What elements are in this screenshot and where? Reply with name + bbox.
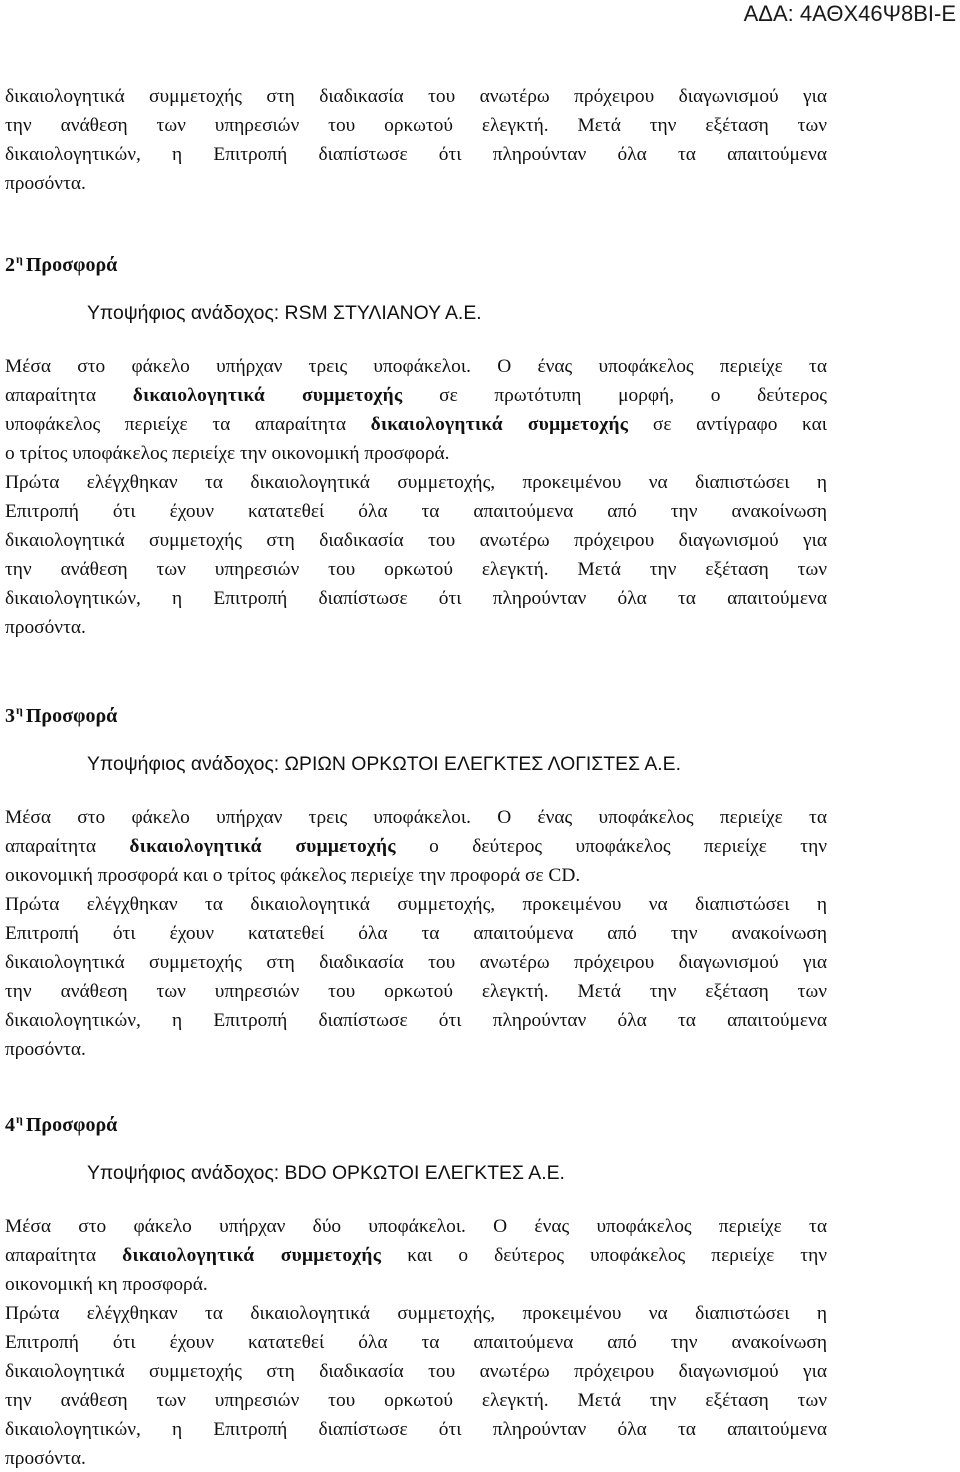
paragraph-line: Μέσα στο φάκελο υπήρχαν δύο υποφάκελοι. Ο ένας υποφάκελος περιείχε τα bbox=[5, 1216, 827, 1237]
paragraph-line: δικαιολογητικών, η Επιτροπή διαπίστωσε ότι πληρούνταν όλα τα απαιτούμενα bbox=[5, 1010, 827, 1031]
candidate-line: Υποψήφιος ανάδοχος: RSM ΣΤΥΛΙΑΝΟΥ Α.Ε. bbox=[87, 302, 482, 324]
offer-heading bbox=[5, 246, 117, 278]
offer-ordinal: η bbox=[16, 1112, 23, 1126]
paragraph-line: Πρώτα ελέγχθηκαν τα δικαιολογητικά συμμετοχής, προκειμένου να διαπιστώσει η bbox=[5, 1303, 827, 1324]
paragraph-line: Μέσα στο φάκελο υπήρχαν τρεις υποφάκελοι. Ο ένας υποφάκελος περιείχε τα bbox=[5, 807, 827, 828]
paragraph-line: προσόντα. bbox=[5, 1448, 86, 1469]
paragraph-line: οικονομική προσφορά και ο τρίτος φάκελος περιείχε την προφορά σε CD. bbox=[5, 865, 581, 886]
intro-line: προσόντα. bbox=[5, 173, 86, 194]
offer-ordinal: η bbox=[16, 703, 23, 717]
paragraph-line: την ανάθεση των υπηρεσιών του ορκωτού ελεγκτή. Μετά την εξέταση των bbox=[5, 981, 827, 1002]
offer-title: Προσφορά bbox=[25, 254, 118, 276]
paragraph-line: Επιτροπή ότι έχουν κατατεθεί όλα τα απαιτούμενα από την ανακοίνωση bbox=[5, 1332, 827, 1353]
paragraph-line: προσόντα. bbox=[5, 617, 86, 638]
paragraph-line: δικαιολογητικά συμμετοχής στη διαδικασία του ανωτέρω πρόχειρου διαγωνισμού για bbox=[5, 952, 827, 973]
offer-number: 4 bbox=[5, 1114, 15, 1136]
paragraph-line: δικαιολογητικών, η Επιτροπή διαπίστωσε ότι πληρούνταν όλα τα απαιτούμενα bbox=[5, 1419, 827, 1440]
paragraph-line: ο τρίτος υποφάκελος περιείχε την οικονομική προσφορά. bbox=[5, 443, 450, 464]
paragraph-line: προσόντα. bbox=[5, 1039, 86, 1060]
offer-heading bbox=[5, 1106, 117, 1138]
ada-header: ΑΔΑ: 4ΑΘΧ46Ψ8ΒΙ-Ε bbox=[743, 1, 956, 26]
bold-term: δικαιολογητικά συμμετοχής bbox=[122, 1245, 382, 1266]
offer-number: 3 bbox=[5, 705, 15, 727]
paragraph-line: δικαιολογητικών, η Επιτροπή διαπίστωσε ότι πληρούνταν όλα τα απαιτούμενα bbox=[5, 588, 827, 609]
paragraph-line: οικονομική κη προσφορά. bbox=[5, 1274, 208, 1295]
bold-term: δικαιολογητικά συμμετοχής bbox=[129, 836, 396, 857]
paragraph-line: Επιτροπή ότι έχουν κατατεθεί όλα τα απαιτούμενα από την ανακοίνωση bbox=[5, 501, 827, 522]
paragraph-line: απαραίτητα δικαιολογητικά συμμετοχής σε πρωτότυπη μορφή, ο δεύτερος bbox=[5, 385, 827, 406]
bold-term: δικαιολογητικά συμμετοχής bbox=[132, 385, 403, 406]
paragraph-line: δικαιολογητικά συμμετοχής στη διαδικασία του ανωτέρω πρόχειρου διαγωνισμού για bbox=[5, 1361, 827, 1382]
offer-title: Προσφορά bbox=[25, 1114, 118, 1136]
candidate-line: Υποψήφιος ανάδοχος: BDO ΟΡΚΩΤΟΙ ΕΛΕΓΚΤΕΣ Α.Ε. bbox=[87, 1162, 565, 1184]
paragraph-line: υποφάκελος περιείχε τα απαραίτητα δικαιολογητικά συμμετοχής σε αντίγραφο και bbox=[5, 414, 828, 435]
paragraph-line: την ανάθεση των υπηρεσιών του ορκωτού ελεγκτή. Μετά την εξέταση των bbox=[5, 559, 827, 580]
candidate-line: Υποψήφιος ανάδοχος: ΩΡΙΩΝ ΟΡΚΩΤΟΙ ΕΛΕΓΚΤΕΣ ΛΟΓΙΣΤΕΣ Α.Ε. bbox=[87, 753, 681, 775]
paragraph-line: απαραίτητα δικαιολογητικά συμμετοχής ο δεύτερος υποφάκελος περιείχε την bbox=[5, 836, 827, 857]
paragraph-line: Επιτροπή ότι έχουν κατατεθεί όλα τα απαιτούμενα από την ανακοίνωση bbox=[5, 923, 827, 944]
intro-line: την ανάθεση των υπηρεσιών του ορκωτού ελεγκτή. Μετά την εξέταση των bbox=[5, 115, 827, 136]
offer-ordinal: η bbox=[16, 252, 23, 266]
offer-title: Προσφορά bbox=[25, 705, 118, 727]
intro-line: δικαιολογητικών, η Επιτροπή διαπίστωσε ότι πληρούνταν όλα τα απαιτούμενα bbox=[5, 144, 827, 165]
paragraph-line: απαραίτητα δικαιολογητικά συμμετοχής και ο δεύτερος υποφάκελος περιείχε την bbox=[5, 1245, 827, 1266]
bold-term: δικαιολογητικά συμμετοχής bbox=[370, 414, 629, 435]
offer-heading bbox=[5, 697, 117, 729]
offer-number: 2 bbox=[5, 254, 15, 276]
paragraph-line: Μέσα στο φάκελο υπήρχαν τρεις υποφάκελοι. Ο ένας υποφάκελος περιείχε τα bbox=[5, 356, 827, 377]
paragraph-line: Πρώτα ελέγχθηκαν τα δικαιολογητικά συμμετοχής, προκειμένου να διαπιστώσει η bbox=[5, 472, 827, 493]
paragraph-line: δικαιολογητικά συμμετοχής στη διαδικασία του ανωτέρω πρόχειρου διαγωνισμού για bbox=[5, 530, 827, 551]
paragraph-line: την ανάθεση των υπηρεσιών του ορκωτού ελεγκτή. Μετά την εξέταση των bbox=[5, 1390, 827, 1411]
intro-line: δικαιολογητικά συμμετοχής στη διαδικασία του ανωτέρω πρόχειρου διαγωνισμού για bbox=[5, 86, 827, 107]
paragraph-line: Πρώτα ελέγχθηκαν τα δικαιολογητικά συμμετοχής, προκειμένου να διαπιστώσει η bbox=[5, 894, 827, 915]
